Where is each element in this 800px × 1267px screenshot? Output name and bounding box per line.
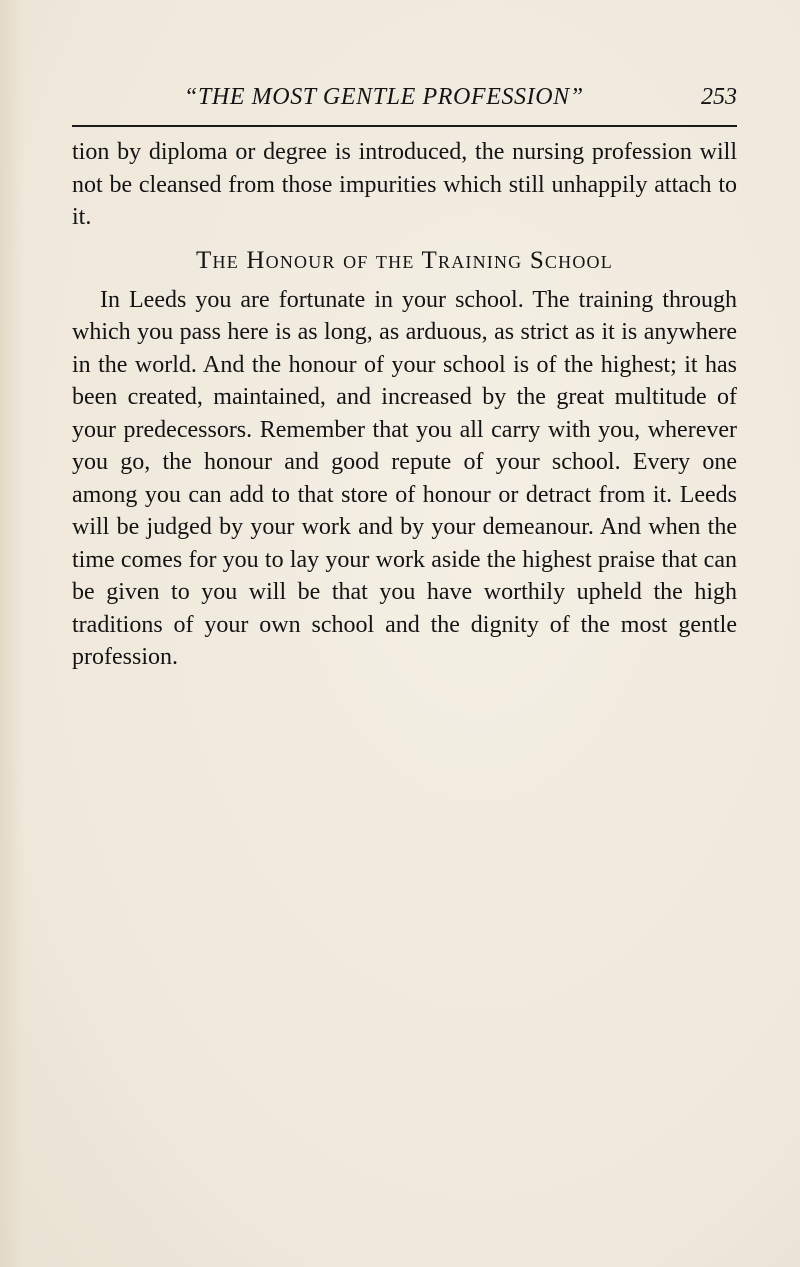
- page-number: 253: [701, 84, 737, 110]
- body-text: [72, 136, 737, 674]
- header-rule: [72, 125, 737, 127]
- running-head-title: “THE MOST GENTLE PROFESSION”: [184, 84, 584, 110]
- section-paragraph: In Leeds you are fortunate in your school. The training through which you pass here is as long, as arduous, as strict as it is anywhere in the world. And the honour of your school is of the highest; it has been created, maintained, and increased by the great multitude of your predecessors. Remember that you all carry with you, wherever you go, the honour and good repute of your school. Every one among you can add to that store of honour or detract from it. Leeds will be judged by your work and by your demeanour. And when the time comes for you to lay your work aside the highest praise that can be given to you will be that you have worthily upheld the high traditions of your own school and the dignity of the most gentle profession.: [72, 286, 737, 670]
- running-head: [72, 84, 737, 118]
- continuation-paragraph: tion by diploma or degree is introduced, the nursing profession will not be cleansed from those impurities which still unhappily attach to it.: [72, 139, 737, 230]
- section-heading: The Honour of the Training School: [196, 246, 613, 274]
- page-gutter-shadow: [0, 0, 24, 1267]
